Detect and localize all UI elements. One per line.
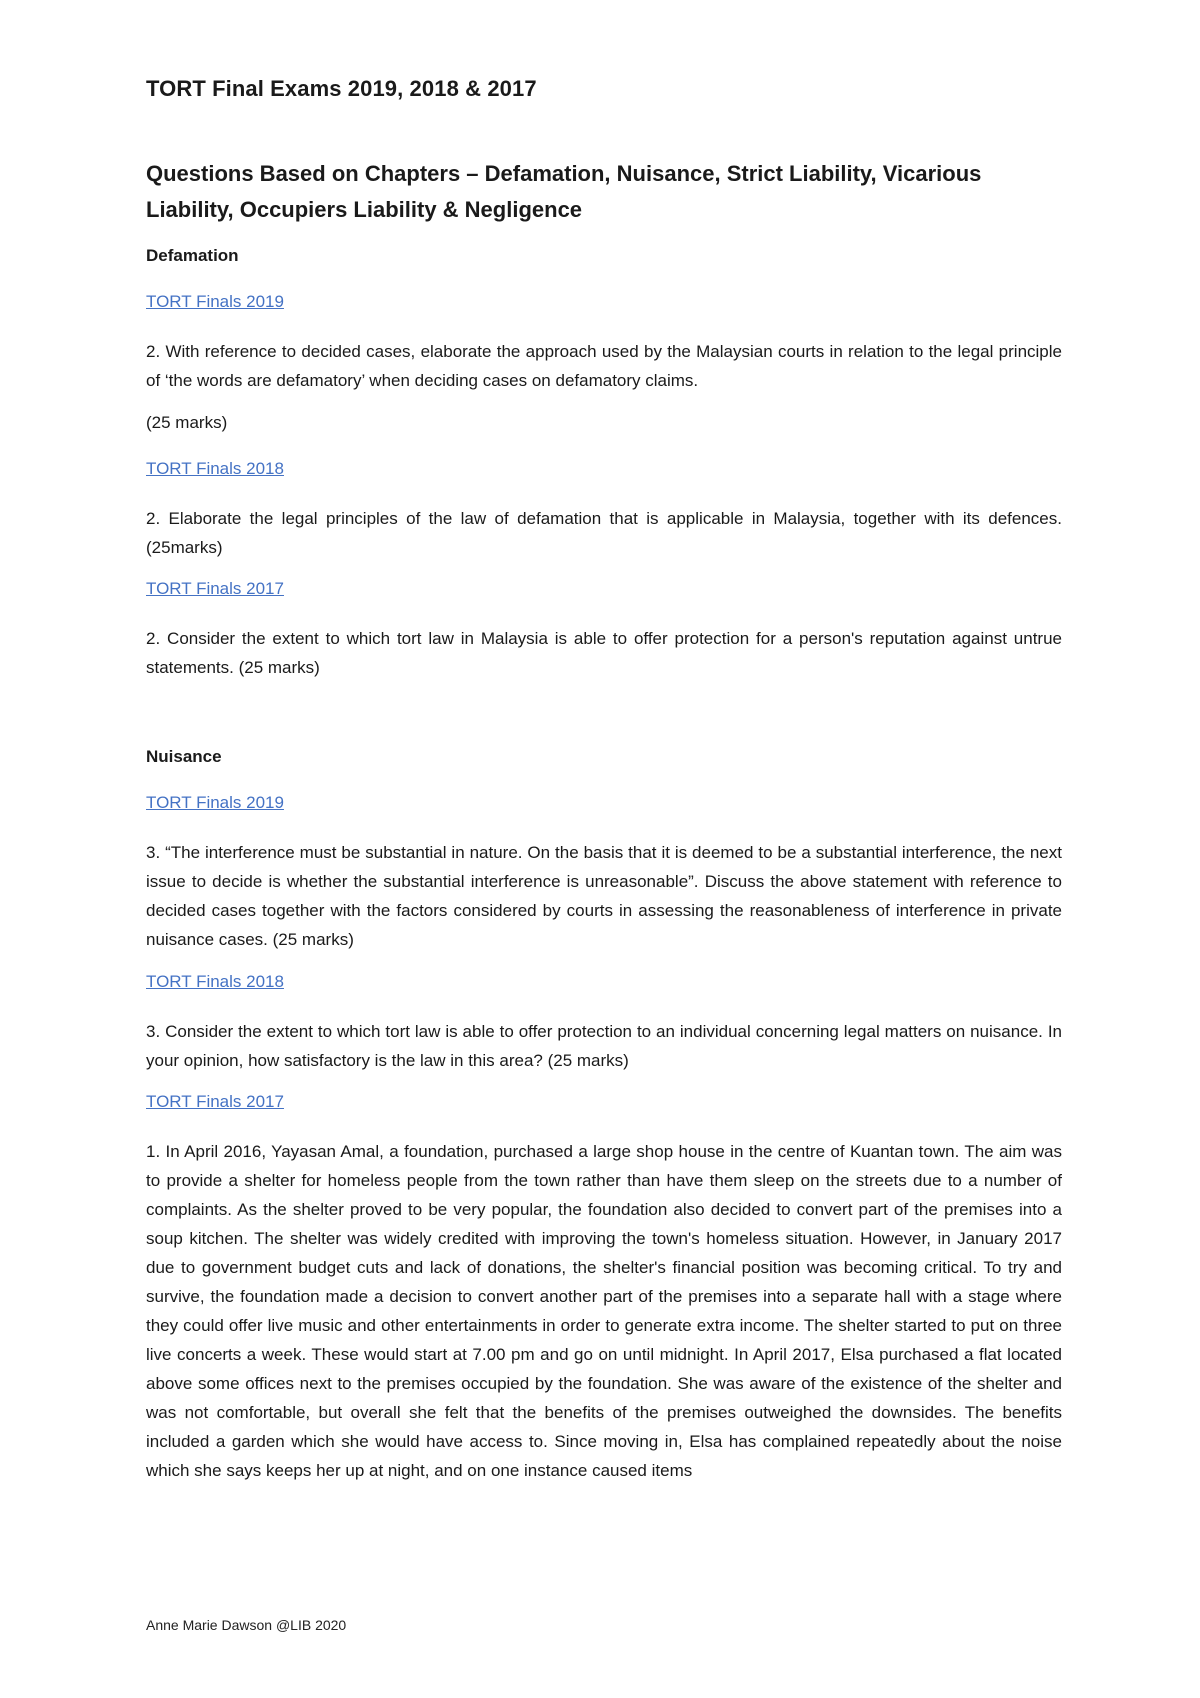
question-defamation-2017: 2. Consider the extent to which tort law in Malaysia is able to offer protection for a person's reputation against untrue statements. (25 marks) [146,629,1062,677]
page-footer: Anne Marie Dawson @LIB 2020 [146,1617,347,1633]
link-nuisance-2017[interactable]: TORT Finals 2017 [146,1092,284,1111]
marks-defamation-2019: (25 marks) [146,413,228,432]
question-nuisance-2018: 3. Consider the extent to which tort law is able to offer protection to an individual concerning legal matters on nuisance. In your opinion, how satisfactory is the law in this area? (25 marks) [146,1022,1062,1070]
link-defamation-2017[interactable]: TORT Finals 2017 [146,579,284,598]
section-heading-nuisance: Nuisance [146,747,222,766]
question-defamation-2019: 2. With reference to decided cases, elaborate the approach used by the Malaysian courts in relation to the legal principle of ‘the words are defamatory’ when deciding cases on defamatory claims. [146,342,1062,390]
link-defamation-2019[interactable]: TORT Finals 2019 [146,292,284,311]
link-defamation-2018[interactable]: TORT Finals 2018 [146,459,284,478]
link-nuisance-2019[interactable]: TORT Finals 2019 [146,793,284,812]
section-heading-defamation: Defamation [146,246,239,265]
question-nuisance-2017: 1. In April 2016, Yayasan Amal, a foundation, purchased a large shop house in the centre of Kuantan town. The aim was to provide a shelter for homeless people from the town rather than have them sleep on the streets due to a number of complaints. As the shelter proved to be very popular, the foundation also decided to convert part of the premises into a soup kitchen. The shelter was widely credited with improving the town's homeless situation. However, in January 2017 due to government budget cuts and lack of donations, the shelter's financial position was becoming critical. To try and survive, the foundation made a decision to convert another part of the premises into a separate hall with a stage where they could offer live music and other entertainments in order to generate extra income. The shelter started to put on three live concerts a week. These would start at 7.00 pm and go on until midnight. In April 2017, Elsa purchased a flat located above some offices next to the premises occupied by the foundation. She was aware of the existence of the shelter and was not comfortable, but overall she felt that the benefits of the premises outweighed the downsides. The benefits included a garden which she would have access to. Since moving in, Elsa has complained repeatedly about the noise which she says keeps her up at night, and on one instance caused items [146,1142,1062,1480]
question-nuisance-2019: 3. “The interference must be substantial in nature. On the basis that it is deemed to be a substantial interference, the next issue to decide is whether the substantial interference is unreasonable”. Discuss the above statement with reference to decided cases together with the factors considered by courts in assessing the reasonableness of interference in private nuisance cases. (25 marks) [146,843,1062,949]
question-defamation-2018: 2. Elaborate the legal principles of the law of defamation that is applicable in Malaysia, together with its defences. (25marks) [146,509,1062,557]
document-subtitle: Questions Based on Chapters – Defamation, Nuisance, Strict Liability, Vicarious Liability, Occupiers Liability & Negligence [146,161,982,222]
document-title: TORT Final Exams 2019, 2018 & 2017 [146,76,537,101]
link-nuisance-2018[interactable]: TORT Finals 2018 [146,972,284,991]
